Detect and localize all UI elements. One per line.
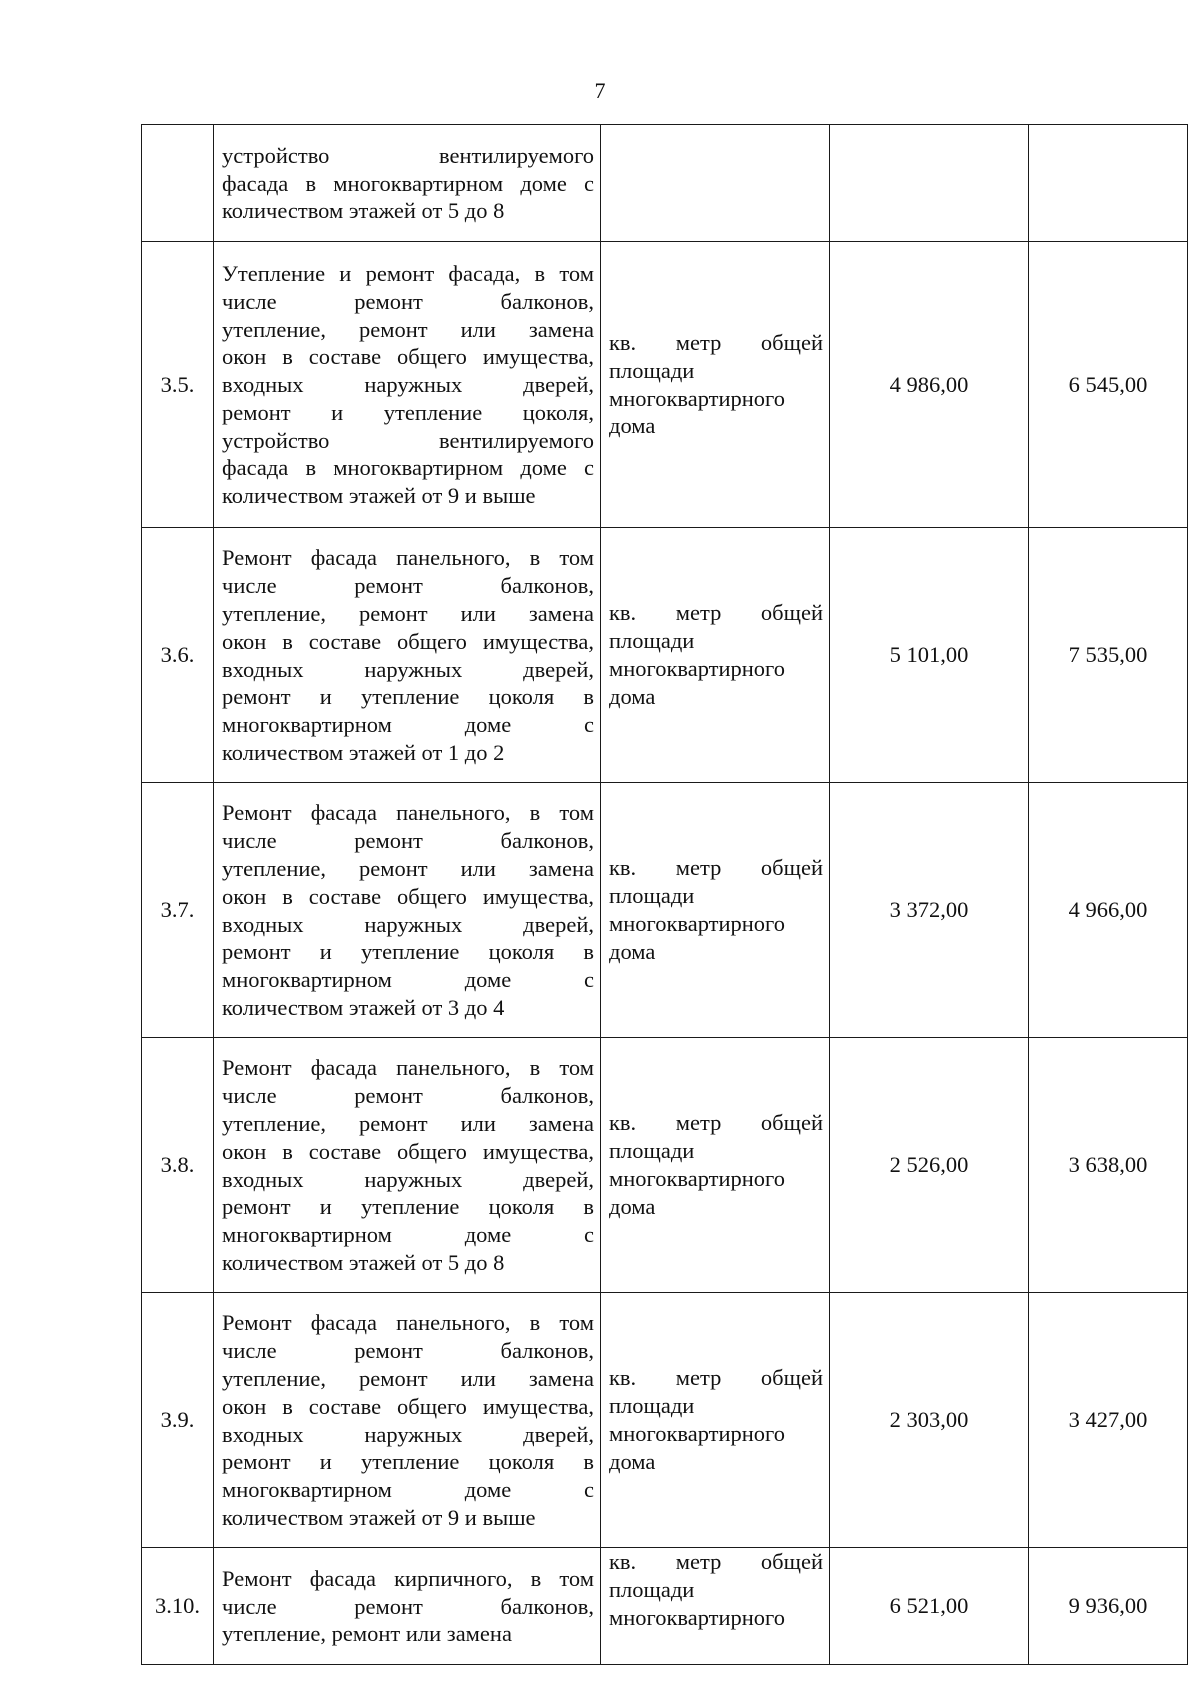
- unit-of-measure: [601, 1548, 830, 1665]
- cost-value-1: 5 101,00: [830, 528, 1029, 783]
- unit-line: площади: [609, 883, 695, 909]
- description-line: входных наружных дверей,: [222, 1421, 594, 1447]
- description-line: устройство вентилируемого: [222, 427, 594, 453]
- description-line: ремонт и утепление цоколя,: [222, 399, 594, 425]
- description-line: ремонт и утепление цоколя в: [222, 1449, 594, 1475]
- unit-of-measure: [601, 242, 830, 528]
- description-line: окон в составе общего имущества,: [222, 1138, 594, 1164]
- description-line: утепление, ремонт или замена: [222, 855, 594, 881]
- row-number: 3.5.: [142, 242, 214, 528]
- description-line: окон в составе общего имущества,: [222, 883, 594, 909]
- table-row: [142, 125, 1188, 242]
- description-line: утепление, ремонт или замена: [222, 316, 594, 342]
- table-row: [142, 528, 1188, 783]
- description-line: количеством этажей от 1 до 2: [222, 739, 505, 765]
- cost-value-1: 3 372,00: [830, 783, 1029, 1038]
- unit-line: многоквартирного: [609, 1604, 785, 1630]
- row-number: [142, 125, 214, 242]
- description-line: многоквартирном доме с: [222, 1222, 594, 1248]
- unit-of-measure: [601, 125, 830, 242]
- description-line: устройство вентилируемого: [222, 142, 594, 168]
- row-number: 3.9.: [142, 1293, 214, 1548]
- description-line: утепление, ремонт или замена: [222, 1365, 594, 1391]
- unit-line: дома: [609, 413, 656, 439]
- work-description: [214, 125, 601, 242]
- description-line: окон в составе общего имущества,: [222, 344, 594, 370]
- description-line: количеством этажей от 5 до 8: [222, 1249, 505, 1275]
- unit-of-measure: [601, 1038, 830, 1293]
- unit-line: площади: [609, 1138, 695, 1164]
- description-line: утепление, ремонт или замена: [222, 1621, 512, 1647]
- description-line: многоквартирном доме с: [222, 712, 594, 738]
- description-line: Ремонт фасада панельного, в том: [222, 1055, 594, 1081]
- page-number: 7: [594, 78, 606, 103]
- unit-of-measure: [601, 783, 830, 1038]
- unit-line: кв. метр общей: [609, 1549, 823, 1574]
- work-description: [214, 528, 601, 783]
- unit-line: площади: [609, 357, 695, 383]
- description-line: ремонт и утепление цоколя в: [222, 1194, 594, 1220]
- row-number: 3.8.: [142, 1038, 214, 1293]
- description-line: числе ремонт балконов,: [222, 828, 594, 854]
- description-line: Утепление и ремонт фасада, в том: [222, 260, 594, 286]
- unit-line: площади: [609, 628, 695, 654]
- description-line: окон в составе общего имущества,: [222, 1393, 594, 1419]
- unit-line: кв. метр общей: [609, 1110, 823, 1136]
- cost-value-2: [1029, 125, 1188, 242]
- description-line: ремонт и утепление цоколя в: [222, 684, 594, 710]
- row-number: 3.10.: [142, 1548, 214, 1665]
- unit-line: дома: [609, 1193, 656, 1219]
- cost-value-2: 3 427,00: [1029, 1293, 1188, 1548]
- unit-line: дома: [609, 1448, 656, 1474]
- table-row: [142, 1548, 1188, 1665]
- row-number: 3.7.: [142, 783, 214, 1038]
- unit-line: площади: [609, 1393, 695, 1419]
- description-line: входных наружных дверей,: [222, 1166, 594, 1192]
- description-line: входных наружных дверей,: [222, 372, 594, 398]
- cost-value-2: 7 535,00: [1029, 528, 1188, 783]
- description-line: фасада в многоквартирном доме с: [222, 455, 594, 481]
- unit-of-measure: [601, 528, 830, 783]
- work-description: [214, 242, 601, 528]
- unit-line: площади: [609, 1576, 695, 1602]
- unit-line: кв. метр общей: [609, 329, 823, 355]
- description-line: числе ремонт балконов,: [222, 288, 594, 314]
- unit-line: дома: [609, 683, 656, 709]
- description-line: Ремонт фасада кирпичного, в том: [222, 1565, 594, 1591]
- cost-value-1: 2 526,00: [830, 1038, 1029, 1293]
- unit-of-measure: [601, 1293, 830, 1548]
- table-row: [142, 1038, 1188, 1293]
- description-line: количеством этажей от 3 до 4: [222, 994, 505, 1020]
- cost-value-1: [830, 125, 1029, 242]
- cost-value-2: 4 966,00: [1029, 783, 1188, 1038]
- description-line: числе ремонт балконов,: [222, 1593, 594, 1619]
- description-line: ремонт и утепление цоколя в: [222, 939, 594, 965]
- work-description: [214, 1548, 601, 1665]
- cost-value-2: 6 545,00: [1029, 242, 1188, 528]
- unit-line: многоквартирного: [609, 1421, 785, 1446]
- cost-value-1: 4 986,00: [830, 242, 1029, 528]
- description-line: входных наружных дверей,: [222, 911, 594, 937]
- description-line: окон в составе общего имущества,: [222, 628, 594, 654]
- description-line: многоквартирном доме с: [222, 1477, 594, 1503]
- unit-line: многоквартирного: [609, 385, 785, 411]
- description-line: Ремонт фасада панельного, в том: [222, 545, 594, 571]
- table-row: [142, 242, 1188, 528]
- cost-value-2: 3 638,00: [1029, 1038, 1188, 1293]
- description-line: Ремонт фасада панельного, в том: [222, 1310, 594, 1336]
- work-description: [214, 1038, 601, 1293]
- description-line: утепление, ремонт или замена: [222, 600, 594, 626]
- description-line: числе ремонт балконов,: [222, 1083, 594, 1109]
- cost-value-1: 6 521,00: [830, 1548, 1029, 1665]
- work-description: [214, 1293, 601, 1548]
- unit-line: кв. метр общей: [609, 600, 823, 626]
- description-line: входных наружных дверей,: [222, 656, 594, 682]
- description-line: количеством этажей от 9 и выше: [222, 1504, 536, 1530]
- unit-line: многоквартирного: [609, 656, 785, 681]
- description-line: количеством этажей от 9 и выше: [222, 483, 536, 509]
- description-line: числе ремонт балконов,: [222, 573, 594, 599]
- unit-line: кв. метр общей: [609, 855, 823, 881]
- table-row: [142, 783, 1188, 1038]
- row-number: 3.6.: [142, 528, 214, 783]
- description-line: Ремонт фасада панельного, в том: [222, 800, 594, 826]
- cost-value-1: 2 303,00: [830, 1293, 1029, 1548]
- work-description: [214, 783, 601, 1038]
- description-line: числе ремонт балконов,: [222, 1338, 594, 1364]
- table-row: [142, 1293, 1188, 1548]
- unit-line: дома: [609, 938, 656, 964]
- description-line: фасада в многоквартирном доме с: [222, 170, 594, 196]
- unit-line: многоквартирного: [609, 1166, 785, 1191]
- cost-value-2: 9 936,00: [1029, 1548, 1188, 1665]
- description-line: количеством этажей от 5 до 8: [222, 198, 505, 224]
- description-line: утепление, ремонт или замена: [222, 1110, 594, 1136]
- unit-line: кв. метр общей: [609, 1365, 823, 1391]
- unit-line: многоквартирного: [609, 911, 785, 936]
- tariff-table: [141, 124, 1188, 1665]
- description-line: многоквартирном доме с: [222, 967, 594, 993]
